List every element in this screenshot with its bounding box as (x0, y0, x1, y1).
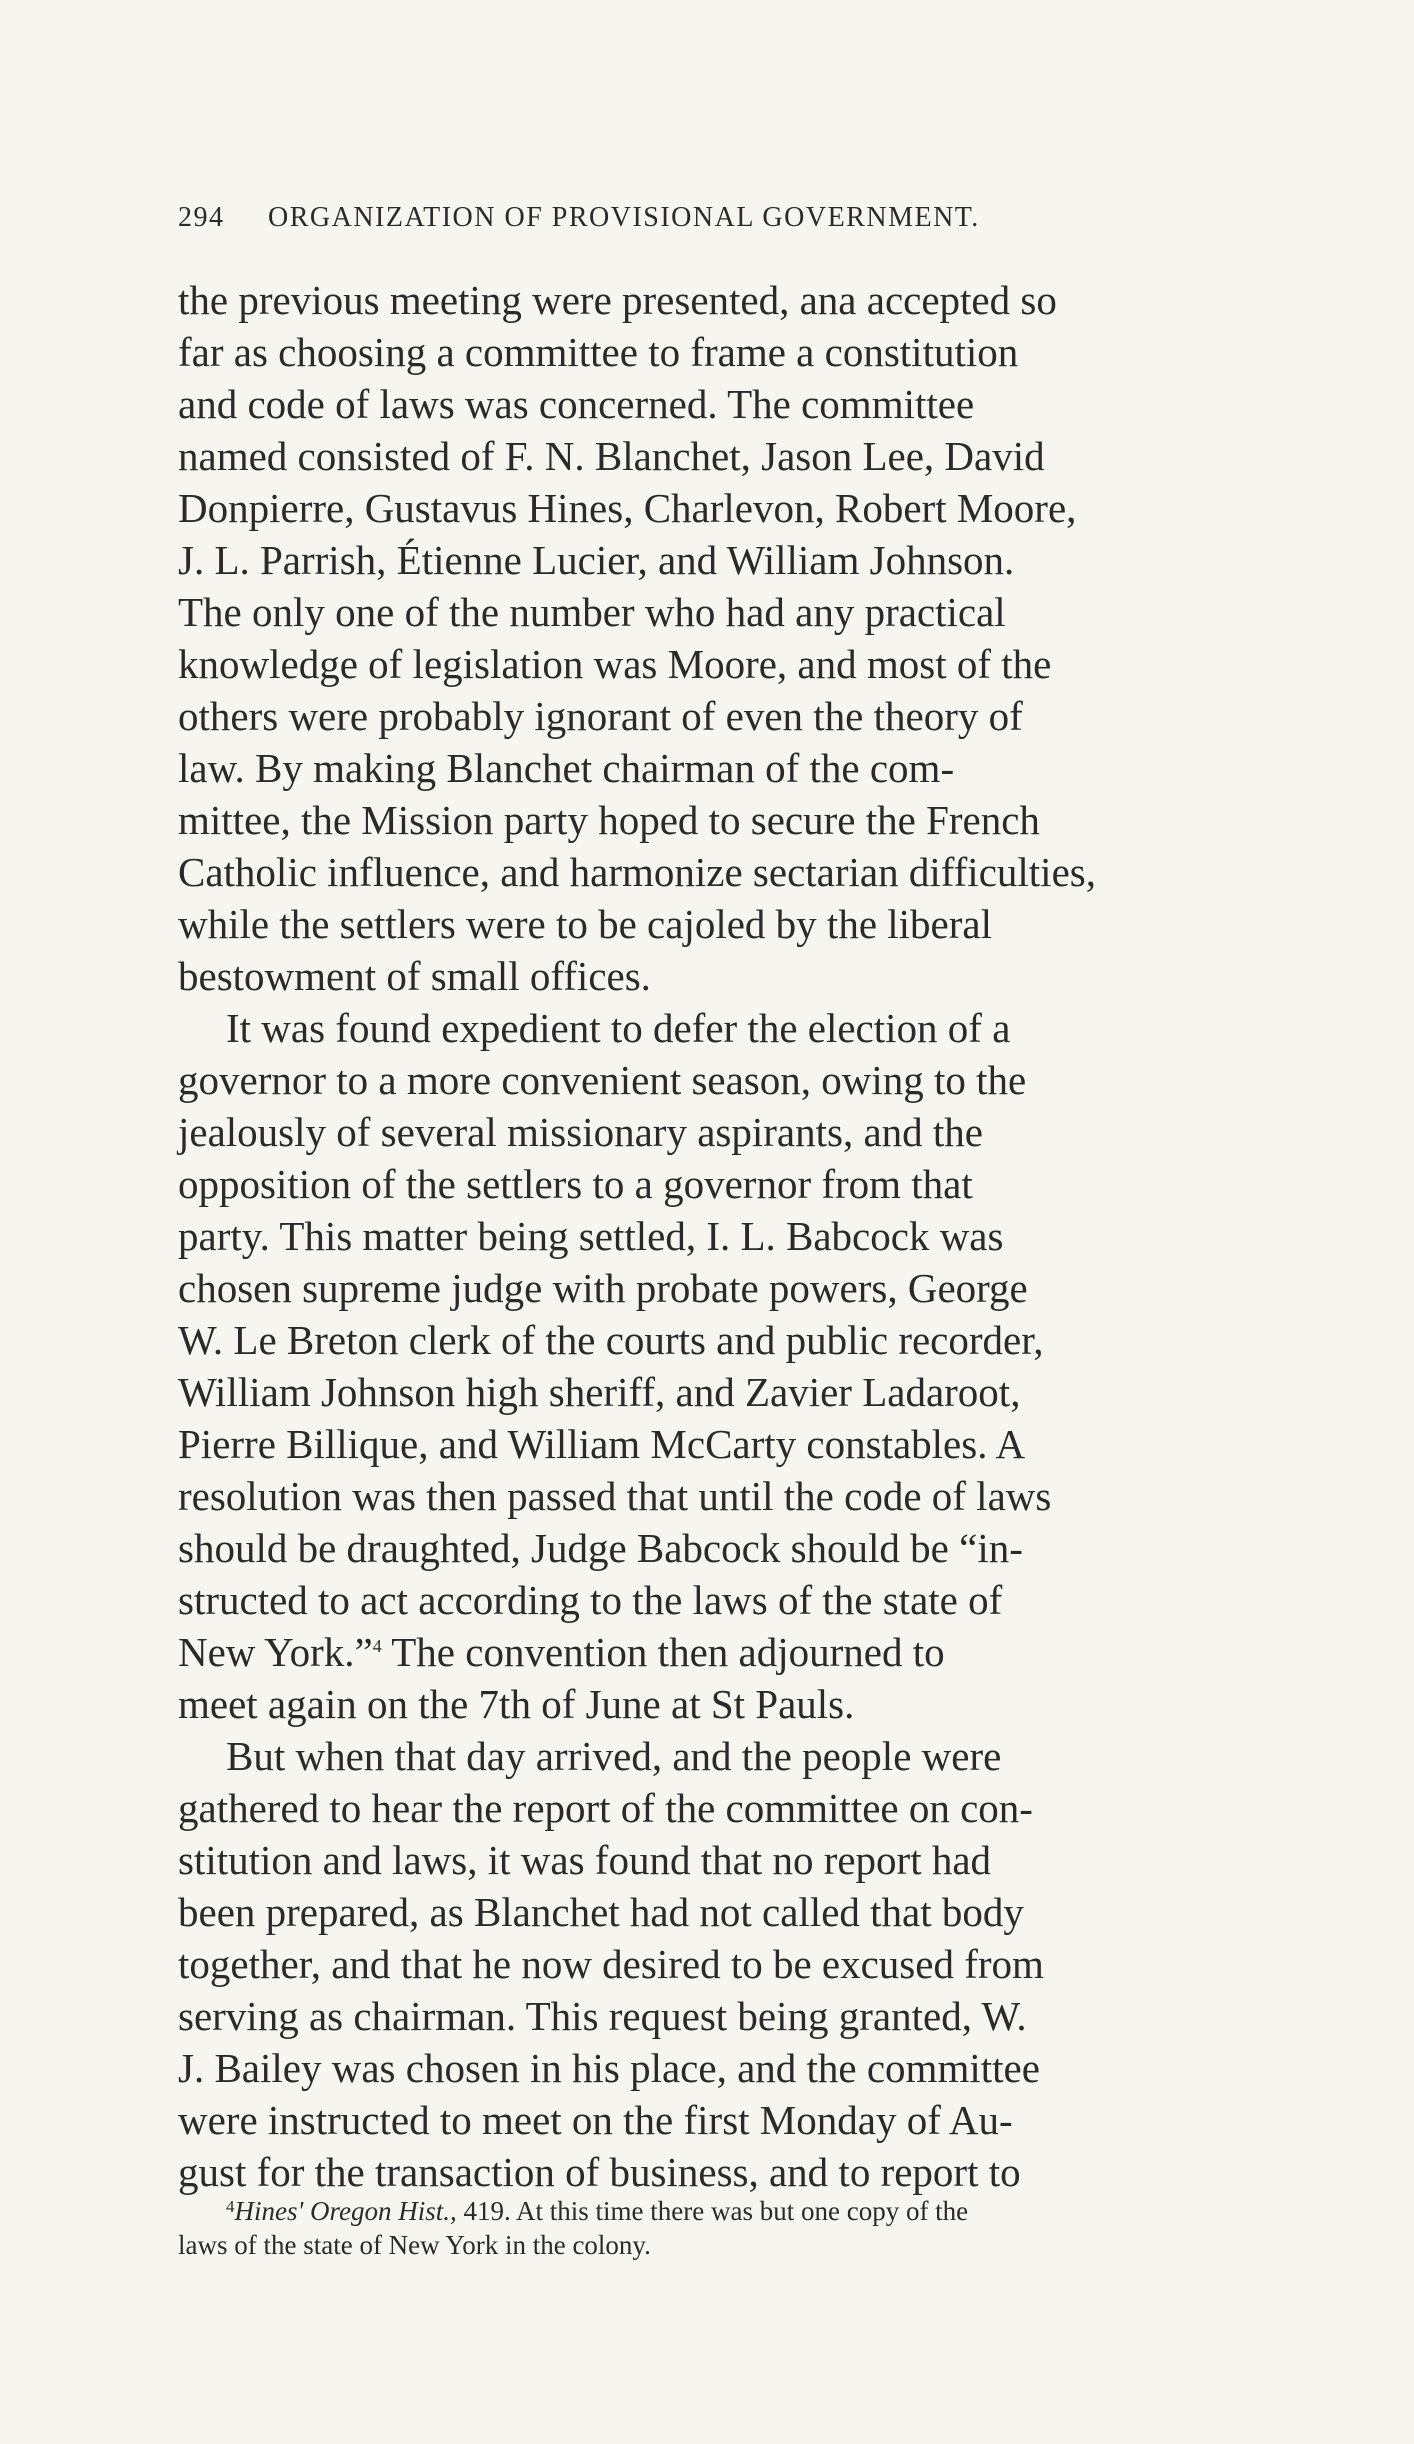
body-line: others were probably ignorant of even the theory of (178, 693, 1023, 739)
body-line: meet again on the 7th of June at St Pauls. (178, 1681, 855, 1727)
body-line: were instructed to meet on the first Monday of Au- (178, 2097, 1013, 2143)
body-line: Catholic influence, and harmonize sectarian difficulties, (178, 849, 1096, 895)
footnote-line (178, 2194, 1324, 2228)
body-line: mittee, the Mission party hoped to secure the French (178, 797, 1040, 843)
body-line: and code of laws was concerned. The committee (178, 381, 975, 427)
body-line: resolution was then passed that until the code of laws (178, 1473, 1052, 1519)
body-line: stitution and laws, it was found that no report had (178, 1837, 992, 1883)
body-line: the previous meeting were presented, ana accepted so (178, 277, 1057, 323)
body-line: Pierre Billique, and William McCarty constables. A (178, 1421, 1026, 1467)
body-line: J. L. Parrish, Étienne Lucier, and William Johnson. (178, 537, 1015, 583)
page-number: 294 (178, 202, 225, 233)
footnote-text: 419. At this time there was but one copy of the (456, 2196, 969, 2226)
body-line: party. This matter being settled, I. L. Babcock was (178, 1213, 1004, 1259)
body-line: together, and that he now desired to be excused from (178, 1941, 1044, 1987)
body-line: governor to a more convenient season, owing to the (178, 1057, 1027, 1103)
body-line: far as choosing a committee to frame a constitution (178, 329, 1019, 375)
body-line: chosen supreme judge with probate powers, George (178, 1265, 1028, 1311)
body-line: opposition of the settlers to a governor from that (178, 1161, 973, 1207)
body-line: should be draughted, Judge Babcock should be “in- (178, 1525, 1023, 1571)
paragraph-start-line: It was found expedient to defer the election of a (226, 1005, 1011, 1051)
running-title: ORGANIZATION OF PROVISIONAL GOVERNMENT. (268, 202, 980, 233)
body-line: William Johnson high sheriff, and Zavier Ladaroot, (178, 1369, 1021, 1415)
body-line: bestowment of small offices. (178, 953, 651, 999)
footnote-marker: 4 (226, 2197, 235, 2216)
body-line: J. Bailey was chosen in his place, and the committee (178, 2045, 1040, 2091)
body-line: while the settlers were to be cajoled by the liberal (178, 901, 992, 947)
body-line-text: The convention then adjourned to (381, 1629, 945, 1675)
body-line: knowledge of legislation was Moore, and most of the (178, 641, 1052, 687)
body-line: Donpierre, Gustavus Hines, Charlevon, Robert Moore, (178, 485, 1077, 531)
footnote-reference[interactable]: 4 (372, 1636, 382, 1656)
body-line-with-footnote-ref (178, 1626, 1324, 1678)
body-text (178, 274, 1324, 2198)
footnote-line: laws of the state of New York in the colony. (178, 2230, 651, 2260)
body-line: named consisted of F. N. Blanchet, Jason Lee, David (178, 433, 1045, 479)
body-line-text: New York.” (178, 1629, 373, 1675)
footnote-source: Hines' Oregon Hist., (234, 2196, 457, 2226)
footnote (178, 2194, 1324, 2262)
body-line: The only one of the number who had any practical (178, 589, 1006, 635)
body-line: W. Le Breton clerk of the courts and public recorder, (178, 1317, 1044, 1363)
body-line: law. By making Blanchet chairman of the com- (178, 745, 955, 791)
paragraph-start-line: But when that day arrived, and the people were (226, 1733, 1002, 1779)
body-line: structed to act according to the laws of the state of (178, 1577, 1003, 1623)
body-line: jealously of several missionary aspirants, and the (178, 1109, 983, 1155)
running-head (178, 198, 1215, 238)
body-line: been prepared, as Blanchet had not called that body (178, 1889, 1024, 1935)
body-line: gathered to hear the report of the committee on con- (178, 1785, 1033, 1831)
body-line: serving as chairman. This request being granted, W. (178, 1993, 1027, 2039)
body-line: gust for the transaction of business, and to report to (178, 2149, 1021, 2195)
